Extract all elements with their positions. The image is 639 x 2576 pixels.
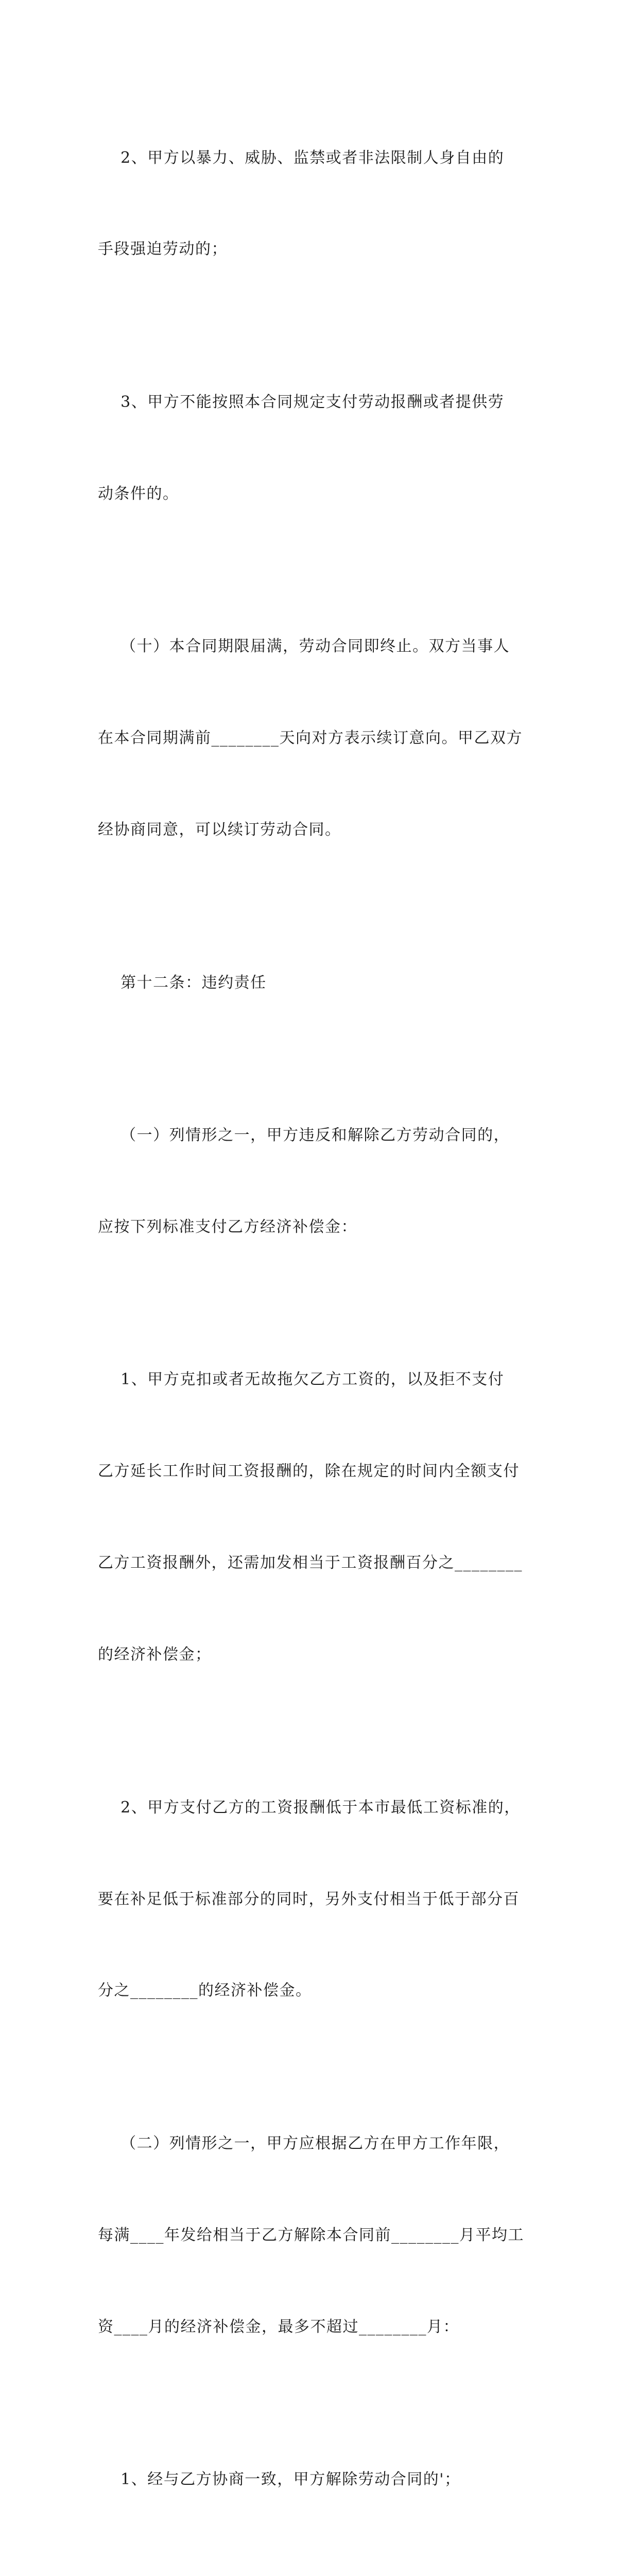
text-line: 每满____年发给相当于乙方解除本合同前________月平均工 (98, 2226, 524, 2244)
paragraph-incompetence (98, 2556, 541, 2576)
text-line: （十）本合同期限届满，劳动合同即终止。双方当事人 (98, 637, 510, 656)
paragraph-clause-2-violence (98, 81, 541, 326)
paragraph-clause-3-pay (98, 326, 541, 570)
text-line: 的经济补偿金； (98, 1646, 212, 1664)
contract-text (98, 81, 541, 2576)
text-line: 1、经与乙方协商一致，甲方解除劳动合同的'； (98, 2470, 461, 2489)
text-line: 1、甲方克扣或者无故拖欠乙方工资的，以及拒不支付 (98, 1370, 505, 1389)
text-line: （二）列情形之一，甲方应根据乙方在甲方工作年限， (98, 2134, 510, 2153)
paragraph-wage-deduction (98, 1303, 541, 1731)
text-line: 应按下列标准支付乙方经济补偿金： (98, 1217, 357, 1236)
text-line: 分之________的经济补偿金。 (98, 1981, 312, 2000)
section-heading-article-12 (98, 906, 541, 1059)
paragraph-minimum-wage (98, 1731, 541, 2067)
text-line: 动条件的。 (98, 484, 179, 503)
text-line: 第十二条：违约责任 (98, 973, 267, 992)
text-line: 在本合同期满前________天向对方表示续订意向。甲乙双方 (98, 729, 523, 748)
text-line: 要在补足低于标准部分的同时，另外支付相当于低于部分百 (98, 1890, 520, 1908)
text-line: （一）列情形之一，甲方违反和解除乙方劳动合同的， (98, 1126, 510, 1145)
text-line: 经协商同意，可以续订劳动合同。 (98, 821, 341, 839)
paragraph-compensation-1 (98, 1059, 541, 1303)
paragraph-compensation-2 (98, 2067, 541, 2403)
text-line: 3、甲方不能按照本合同规定支付劳动报酬或者提供劳 (98, 393, 505, 411)
paragraph-mutual-agreement (98, 2403, 541, 2556)
text-line: 手段强迫劳动的； (98, 240, 228, 259)
text-line: 乙方延长工作时间工资报酬的，除在规定的时间内全额支付 (98, 1462, 520, 1481)
text-line: 乙方工资报酬外，还需加发相当于工资报酬百分之________ (98, 1554, 523, 1572)
text-line: 2、甲方支付乙方的工资报酬低于本市最低工资标准的， (98, 1798, 521, 1817)
text-line: 2、甲方以暴力、威胁、监禁或者非法限制人身自由的 (98, 148, 505, 167)
text-line: 资____月的经济补偿金，最多不超过________月： (98, 2317, 459, 2336)
paragraph-term-expiry (98, 570, 541, 906)
